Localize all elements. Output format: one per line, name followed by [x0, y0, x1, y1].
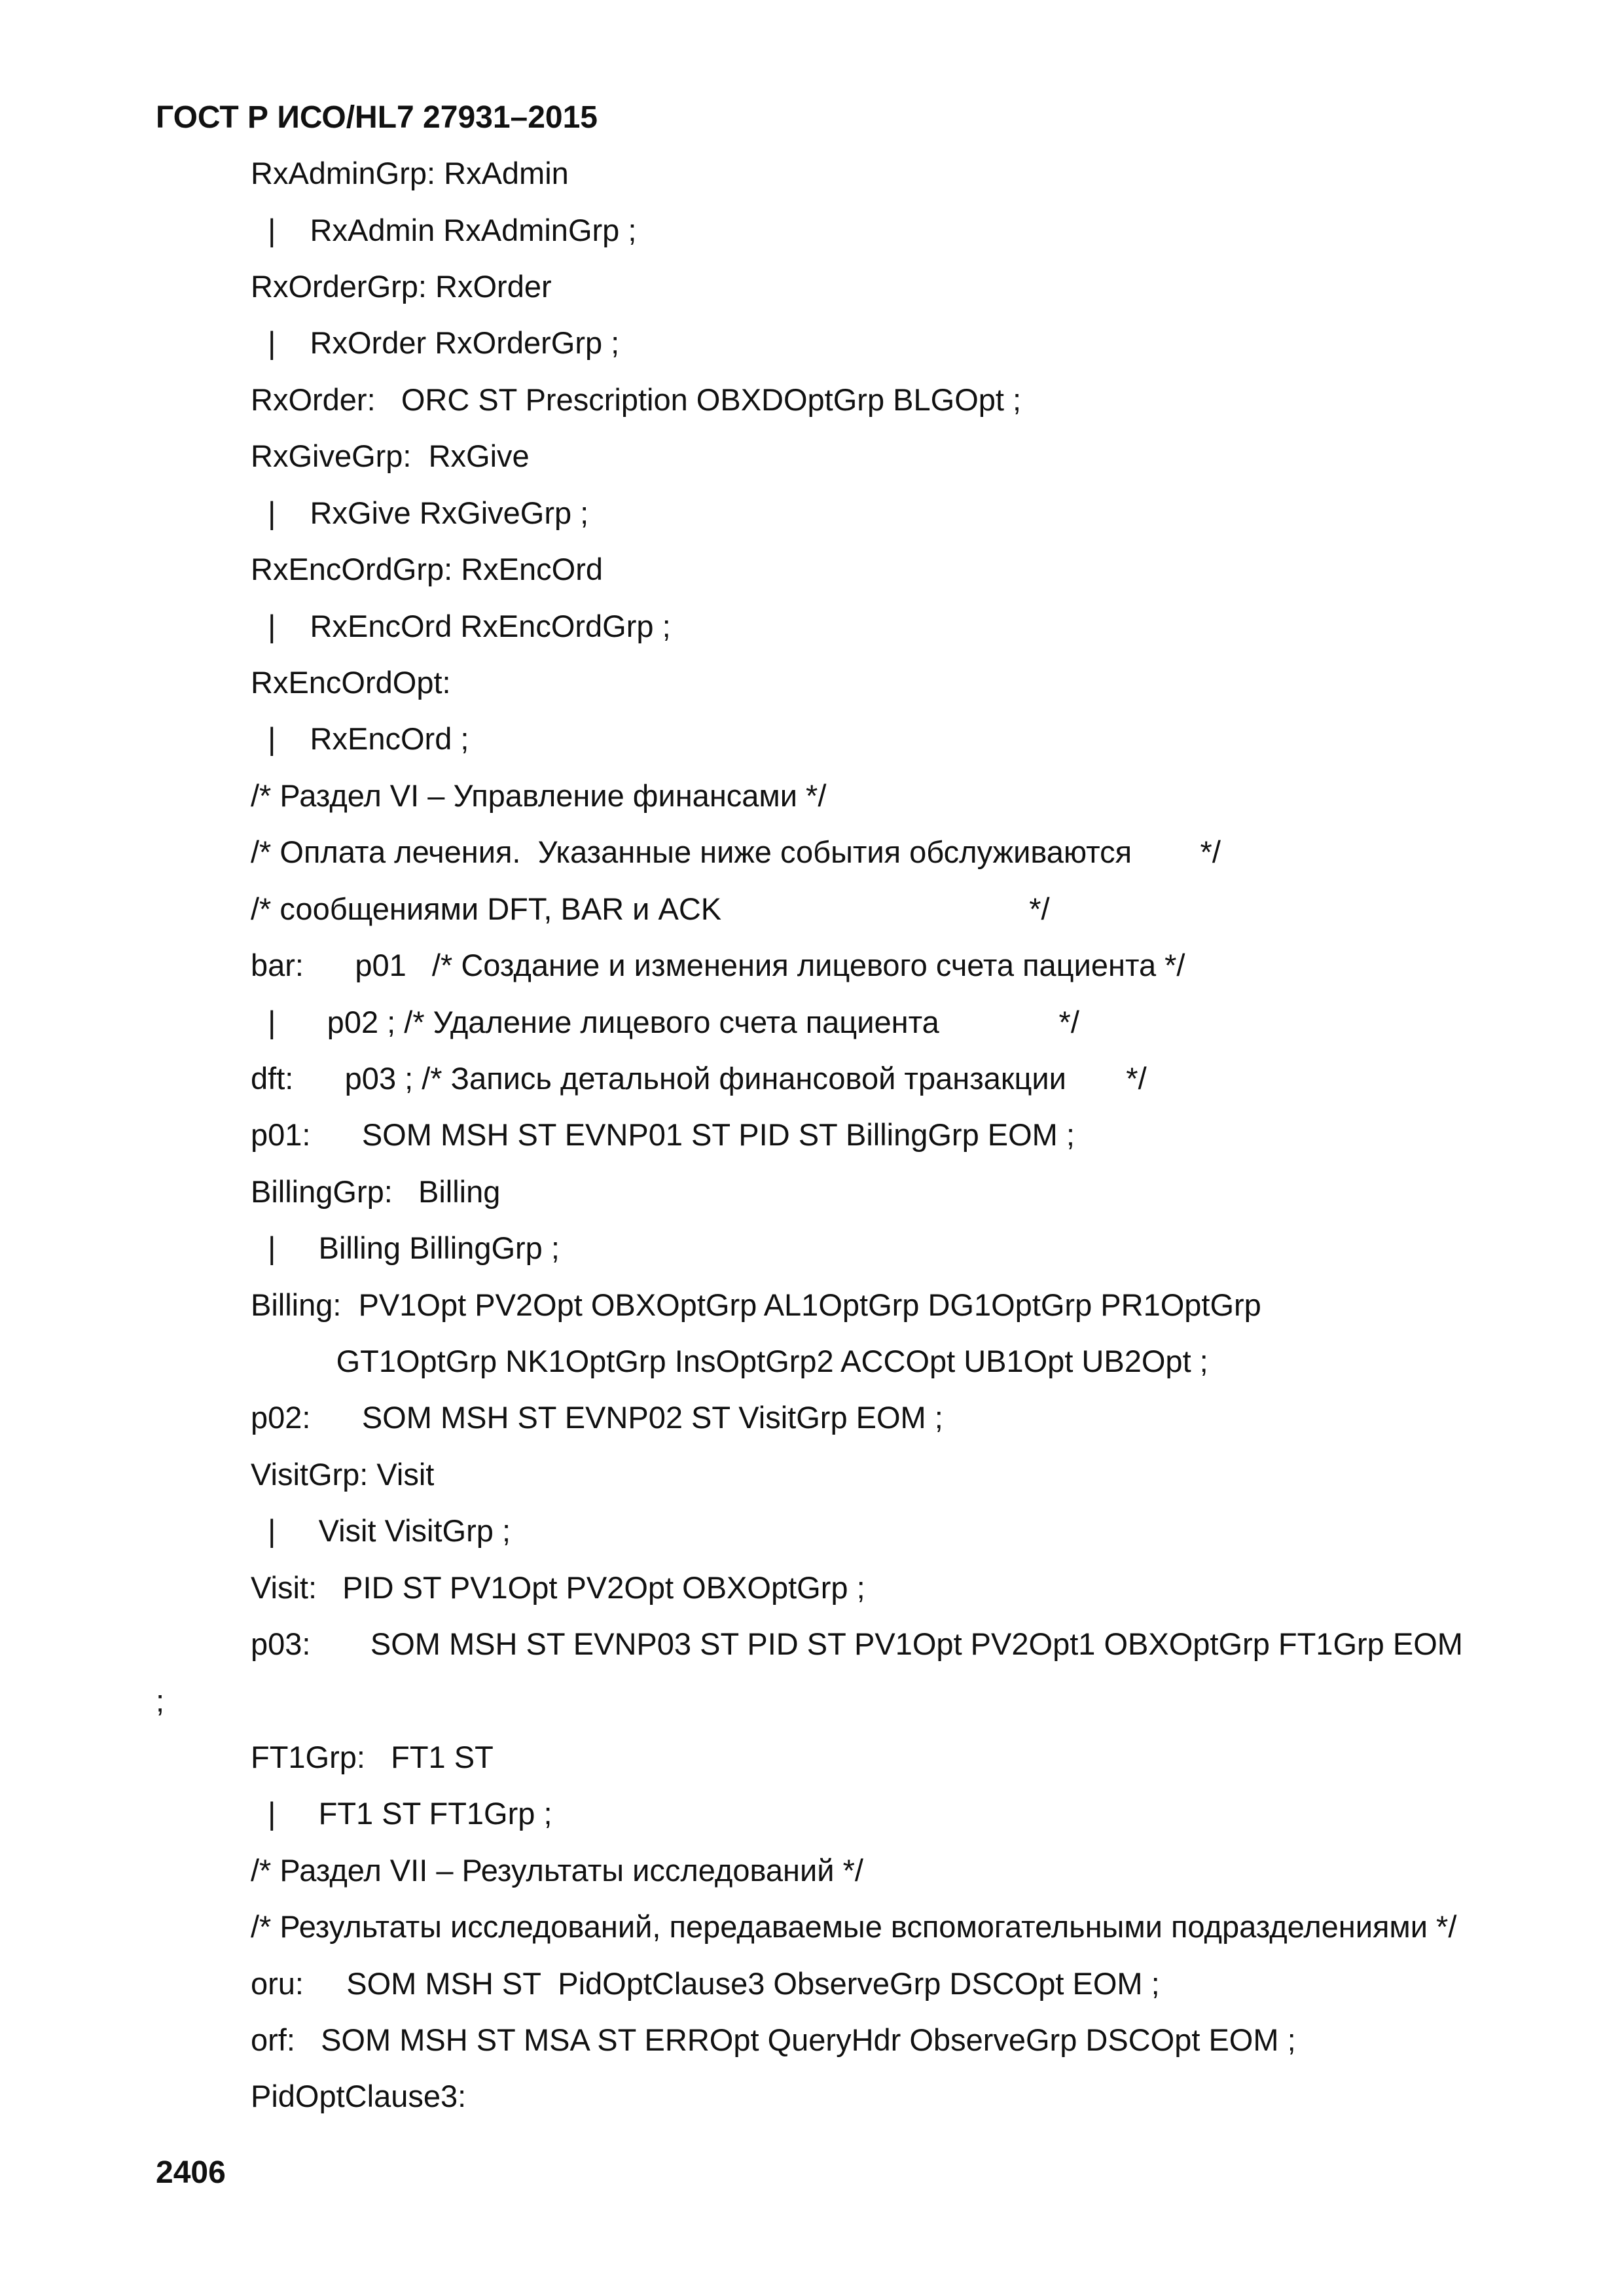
- code-line: Visit: PID ST PV1Opt PV2Opt OBXOptGrp ;: [251, 1570, 865, 1605]
- code-line: ;: [156, 1683, 165, 1718]
- code-line: RxEncOrdGrp: RxEncOrd: [251, 552, 604, 586]
- code-line: PidOptClause3:: [251, 2079, 467, 2113]
- code-line: | p02 ; /* Удаление лицевого счета пациента */: [251, 1005, 1079, 1039]
- code-line: BillingGrp: Billing: [251, 1174, 501, 1209]
- code-line: GT1OptGrp NK1OptGrp InsOptGrp2 ACCOpt UB1Opt UB2Opt ;: [251, 1344, 1208, 1378]
- comment-line: /* сообщениями DFT, BAR и ACK */: [251, 891, 1050, 926]
- code-line: p03: SOM MSH ST EVNP03 ST PID ST PV1Opt PV2Opt1 OBXOptGrp FT1Grp EOM: [251, 1626, 1463, 1661]
- code-line: | RxGive RxGiveGrp ;: [251, 495, 589, 530]
- code-line: orf: SOM MSH ST MSA ST ERROpt QueryHdr ObserveGrp DSCOpt EOM ;: [251, 2022, 1296, 2057]
- code-line: FT1Grp: FT1 ST: [251, 1740, 494, 1774]
- document-header: ГОСТ Р ИСО/HL7 27931–2015: [156, 100, 598, 135]
- comment-line: /* Раздел VI – Управление финансами */: [251, 778, 827, 813]
- code-line: | Visit VisitGrp ;: [251, 1513, 511, 1548]
- comment-line: /* Результаты исследований, передаваемые вспомогательными подразделениями */: [251, 1909, 1457, 1944]
- code-line: | RxAdmin RxAdminGrp ;: [251, 213, 637, 247]
- comment-line: /* Оплата лечения. Указанные ниже события обслуживаются */: [251, 834, 1221, 869]
- code-line: | RxEncOrd ;: [251, 721, 469, 756]
- code-line: | FT1 ST FT1Grp ;: [251, 1796, 552, 1831]
- code-line: bar: p01 /* Создание и изменения лицевого счета пациента */: [251, 948, 1185, 982]
- code-line: oru: SOM MSH ST PidOptClause3 ObserveGrp DSCOpt EOM ;: [251, 1966, 1160, 2001]
- code-line: | Billing BillingGrp ;: [251, 1230, 560, 1265]
- code-line: p01: SOM MSH ST EVNP01 ST PID ST BillingGrp EOM ;: [251, 1117, 1075, 1152]
- code-line: RxAdminGrp: RxAdmin: [251, 156, 569, 190]
- code-line: Billing: PV1Opt PV2Opt OBXOptGrp AL1OptGrp DG1OptGrp PR1OptGrp: [251, 1287, 1261, 1322]
- code-line: | RxOrder RxOrderGrp ;: [251, 325, 620, 360]
- code-line: | RxEncOrd RxEncOrdGrp ;: [251, 609, 671, 643]
- code-line: RxEncOrdOpt:: [251, 665, 451, 700]
- code-line: dft: p03 ; /* Запись детальной финансовой транзакции */: [251, 1061, 1147, 1096]
- page-number: 2406: [156, 2155, 226, 2190]
- code-line: p02: SOM MSH ST EVNP02 ST VisitGrp EOM ;: [251, 1400, 943, 1435]
- code-line: RxGiveGrp: RxGive: [251, 439, 530, 473]
- code-line: VisitGrp: Visit: [251, 1457, 435, 1492]
- code-line: RxOrder: ORC ST Prescription OBXDOptGrp BLGOpt ;: [251, 382, 1022, 417]
- code-line: RxOrderGrp: RxOrder: [251, 269, 552, 304]
- comment-line: /* Раздел VII – Результаты исследований */: [251, 1853, 863, 1888]
